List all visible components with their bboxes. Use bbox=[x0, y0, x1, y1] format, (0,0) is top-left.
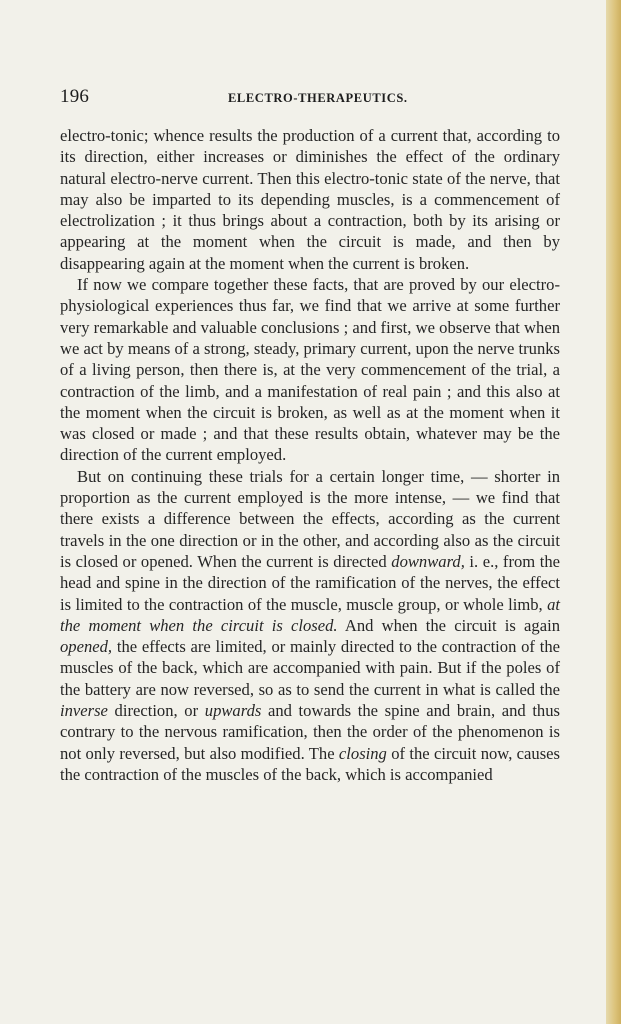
paragraph-segment: i. e., from the head and spine in the direction of the ramification of the nerves, the effect is limited to the contraction of the muscle, muscle group, or whole limb, bbox=[60, 551, 560, 614]
paragraph-segment: direction, or bbox=[107, 701, 205, 721]
italic-term: downward, bbox=[391, 551, 465, 571]
running-title: ELECTRO-THERAPEUTICS. bbox=[228, 91, 408, 105]
paragraph-segment: the effects are limited, or mainly directed to the contraction of the muscles of the back, which are accompanied with pain. But if the poles of the battery are now reversed, so as to send the current in what is called the bbox=[60, 637, 560, 699]
paragraph-3 bbox=[60, 466, 560, 785]
paragraph-segment: But on continuing these trials for a certain longer time, — shorter in proportion as the current employed is the more intense, — we find that there exists a difference between the effects, according as the current travels in the one direction or in the other, and according also as the circuit is closed or opened. When the current is directed bbox=[60, 466, 560, 571]
paragraph-segment: electro-tonic; whence results the production of a current that, according to its direction, either increases or diminishes the effect of the ordinary natural electro-nerve current. Then this electro-tonic state of the nerve, that may also be imparted to its depending muscles, is a commencement of electrolization ; it thus brings about a contraction, both by its arising or appearing at the moment when the circuit is made, and then by disappearing again at the moment when the current is broken. bbox=[60, 126, 560, 273]
running-head bbox=[60, 86, 580, 110]
paragraph-segment: and towards the spine and brain, and thus contrary to the nervous ramification, then the order of the phenomenon is not only reversed, but also modified. The bbox=[60, 701, 560, 763]
italic-term: closing bbox=[338, 743, 387, 763]
italic-phrase: at the moment when the circuit is closed. bbox=[60, 594, 560, 635]
italic-term: upwards bbox=[204, 701, 262, 721]
paragraph-2 bbox=[60, 274, 560, 466]
italic-term: opened, bbox=[60, 637, 113, 657]
paragraph-segment: And when the circuit is again bbox=[337, 615, 560, 635]
page-number: 196 bbox=[60, 86, 90, 107]
italic-term: inverse bbox=[60, 701, 108, 721]
paragraph-1 bbox=[60, 125, 560, 274]
paragraph-segment: If now we compare together these facts, that are proved by our electro-physiological experiences thus far, we find that we arrive at some further very remarkable and valuable conclusions ; and first, we observe that when we act by means of a strong, steady, primary current, upon the nerve trunks of a living person, then there is, at the very commencement of the trial, a contraction of the limb, and a manifestation of real pain ; and this also at the moment when the circuit is broken, as well as at the moment when it was closed or made ; and that these results obtain, whatever may be the direction of the current employed. bbox=[60, 275, 560, 465]
body-text bbox=[60, 125, 560, 785]
paragraph-segment: of the circuit now, causes the contraction of the muscles of the back, which is accompanied bbox=[60, 743, 560, 784]
page-edge bbox=[606, 0, 621, 1024]
